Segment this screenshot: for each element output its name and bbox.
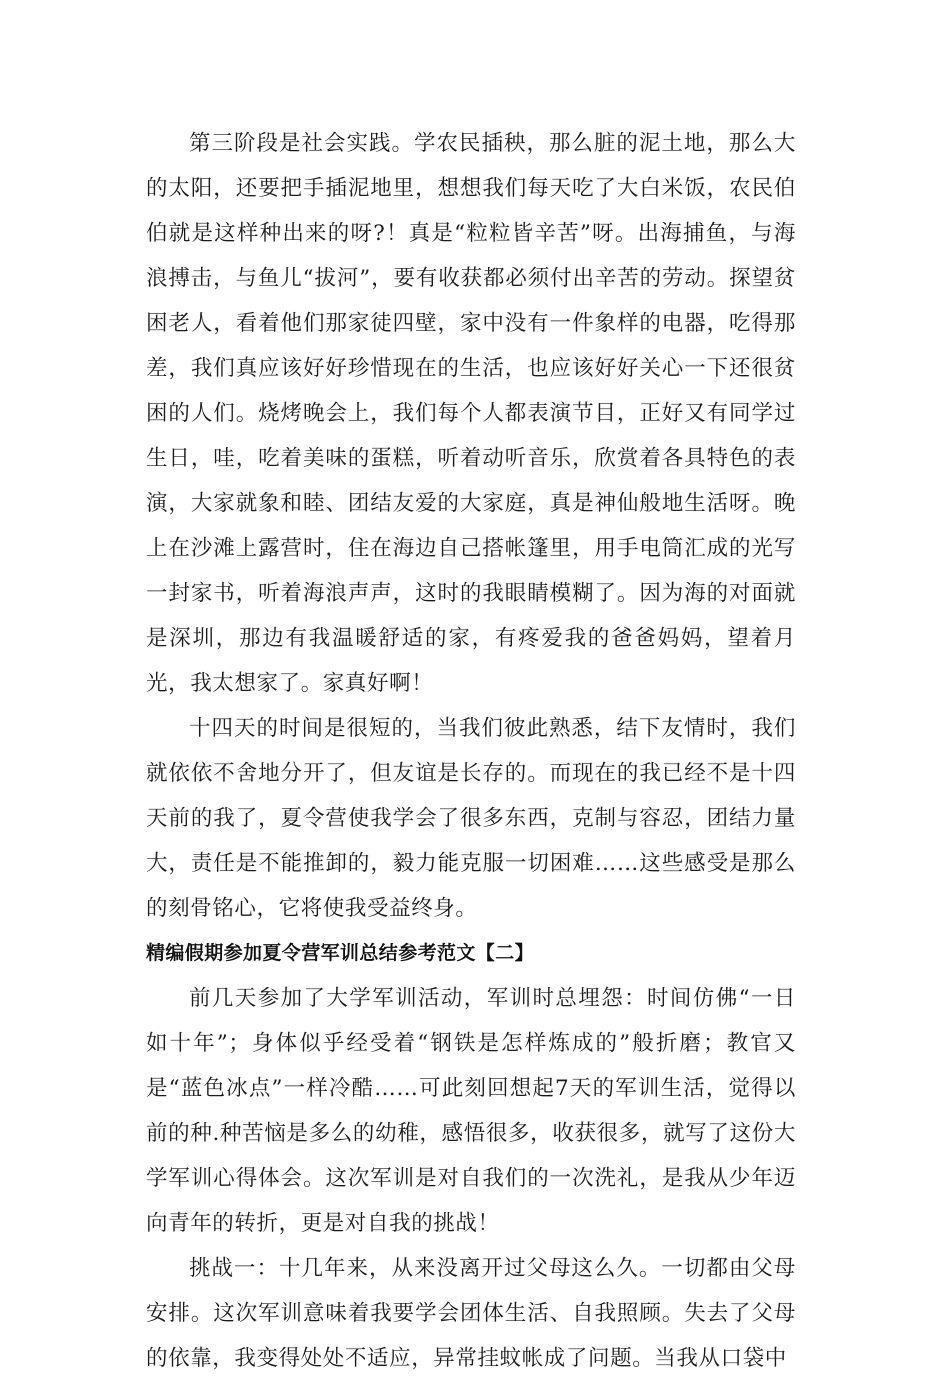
section-heading: 精编假期参加夏令营军训总结参考范文【二】 bbox=[146, 942, 535, 964]
paragraph-fourteen-days: 十四天的时间是很短的，当我们彼此熟悉，结下友情时，我们就依依不舍地分开了，但友谊是长存的。而现在的我已经不是十四天前的我了，夏令营使我学会了很多东西，克制与容忍，团结力量大，责任是不能推卸的，毅力能克服一切困难……这些感受是那么的刻骨铭心，它将使我受益终身。 bbox=[146, 716, 796, 921]
paragraph-social-practice: 第三阶段是社会实践。学农民插秧，那么脏的泥土地，那么大的太阳，还要把手插泥地里，想想我们每天吃了大白米饭，农民伯伯就是这样种出来的呀?！真是“粒粒皆辛苦”呀。出海捕鱼，与海浪搏击，与鱼儿“拔河”，要有收获都必须付出辛苦的劳动。探望贫困老人，看着他们那家徒四壁，家中没有一件象样的电器，吃得那差，我们真应该好好珍惜现在的生活，也应该好好关心一下还很贫困的人们。烧烤晚会上，我们每个人都表演节目，正好又有同学过生日，哇，吃着美味的蛋糕，听着动听音乐，欣赏着各具特色的表演，大家就象和睦、团结友爱的大家庭，真是神仙般地生活呀。晚上在沙滩上露营时，住在海边自己搭帐篷里，用手电筒汇成的光写一封家书，听着海浪声声，这时的我眼睛模糊了。因为海的对面就是深圳，那边有我温暖舒适的家，有疼爱我的爸爸妈妈，望着月光，我太想家了。家真好啊！ bbox=[146, 131, 796, 696]
document-body bbox=[146, 121, 796, 1381]
paragraph-challenge-one: 挑战一：十几年来，从来没离开过父母这么久。一切都由父母安排。这次军训意味着我要学会团体生活、自我照顾。失去了父母的依靠，我变得处处不适应，异常挂蚊帐成了问题。当我从口袋中 bbox=[146, 1256, 796, 1371]
paragraph-military-training: 前几天参加了大学军训活动，军训时总埋怨：时间仿佛“一日如十年”；身体似乎经受着“钢铁是怎样炼成的”般折磨；教官又是“蓝色冰点”一样冷酷……可此刻回想起7天的军训生活，觉得以前的种.种苦恼是多么的幼稚，感悟很多，收获很多，就写了这份大学军训心得体会。这次军训是对自我们的一次洗礼，是我从少年迈向青年的转折，更是对自我的挑战！ bbox=[146, 986, 796, 1236]
